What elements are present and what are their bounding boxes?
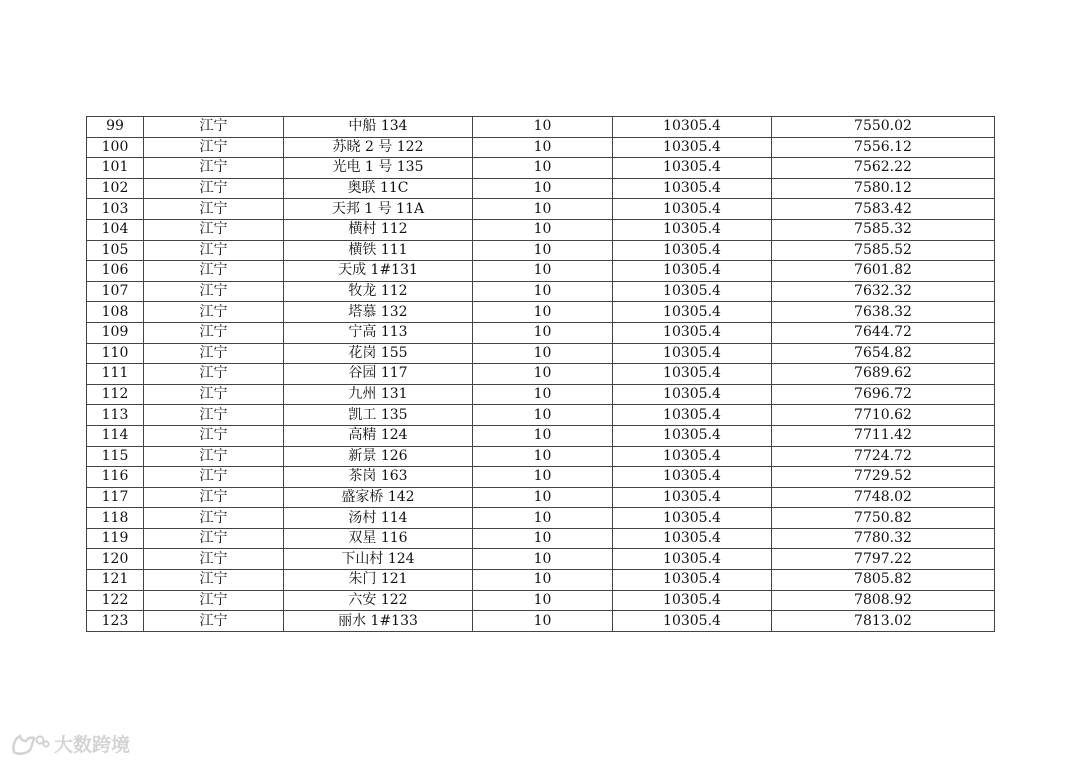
row-number-cell: 106 <box>87 261 144 282</box>
amount-cell: 7638.32 <box>772 302 995 323</box>
row-number-cell: 102 <box>87 178 144 199</box>
value-cell: 10305.4 <box>613 322 772 343</box>
name-cell: 苏晓 2 号 122 <box>284 137 473 158</box>
row-number-cell: 104 <box>87 219 144 240</box>
value-cell: 10305.4 <box>613 384 772 405</box>
row-number-cell: 117 <box>87 487 144 508</box>
quantity-cell: 10 <box>473 240 613 261</box>
name-cell: 高精 124 <box>284 425 473 446</box>
table-row <box>87 199 995 220</box>
name-cell: 丽水 1#133 <box>284 611 473 632</box>
district-cell: 江宁 <box>144 549 284 570</box>
table-row <box>87 261 995 282</box>
table-row <box>87 446 995 467</box>
value-cell: 10305.4 <box>613 302 772 323</box>
value-cell: 10305.4 <box>613 611 772 632</box>
quantity-cell: 10 <box>473 467 613 488</box>
name-cell: 下山村 124 <box>284 549 473 570</box>
district-cell: 江宁 <box>144 343 284 364</box>
row-number-cell: 115 <box>87 446 144 467</box>
table-row <box>87 487 995 508</box>
row-number-cell: 116 <box>87 467 144 488</box>
table-row <box>87 240 995 261</box>
name-cell: 中船 134 <box>284 117 473 138</box>
row-number-cell: 113 <box>87 405 144 426</box>
value-cell: 10305.4 <box>613 199 772 220</box>
quantity-cell: 10 <box>473 425 613 446</box>
quantity-cell: 10 <box>473 322 613 343</box>
district-cell: 江宁 <box>144 570 284 591</box>
district-cell: 江宁 <box>144 590 284 611</box>
row-number-cell: 122 <box>87 590 144 611</box>
value-cell: 10305.4 <box>613 137 772 158</box>
district-cell: 江宁 <box>144 261 284 282</box>
row-number-cell: 109 <box>87 322 144 343</box>
value-cell: 10305.4 <box>613 261 772 282</box>
amount-cell: 7710.62 <box>772 405 995 426</box>
name-cell: 宁高 113 <box>284 322 473 343</box>
quantity-cell: 10 <box>473 487 613 508</box>
quantity-cell: 10 <box>473 508 613 529</box>
table-row <box>87 590 995 611</box>
table-row <box>87 508 995 529</box>
name-cell: 横村 112 <box>284 219 473 240</box>
table-row <box>87 178 995 199</box>
table-row <box>87 467 995 488</box>
table-row <box>87 570 995 591</box>
district-cell: 江宁 <box>144 137 284 158</box>
row-number-cell: 123 <box>87 611 144 632</box>
table-row <box>87 281 995 302</box>
value-cell: 10305.4 <box>613 446 772 467</box>
value-cell: 10305.4 <box>613 343 772 364</box>
district-cell: 江宁 <box>144 487 284 508</box>
amount-cell: 7562.22 <box>772 158 995 179</box>
district-cell: 江宁 <box>144 405 284 426</box>
data-table <box>86 116 995 632</box>
amount-cell: 7689.62 <box>772 364 995 385</box>
value-cell: 10305.4 <box>613 240 772 261</box>
value-cell: 10305.4 <box>613 281 772 302</box>
quantity-cell: 10 <box>473 178 613 199</box>
quantity-cell: 10 <box>473 611 613 632</box>
row-number-cell: 114 <box>87 425 144 446</box>
table-row <box>87 219 995 240</box>
district-cell: 江宁 <box>144 178 284 199</box>
value-cell: 10305.4 <box>613 528 772 549</box>
name-cell: 九州 131 <box>284 384 473 405</box>
district-cell: 江宁 <box>144 446 284 467</box>
table-row <box>87 384 995 405</box>
name-cell: 牧龙 112 <box>284 281 473 302</box>
row-number-cell: 110 <box>87 343 144 364</box>
name-cell: 光电 1 号 135 <box>284 158 473 179</box>
value-cell: 10305.4 <box>613 117 772 138</box>
name-cell: 天成 1#131 <box>284 261 473 282</box>
name-cell: 谷园 117 <box>284 364 473 385</box>
row-number-cell: 119 <box>87 528 144 549</box>
value-cell: 10305.4 <box>613 487 772 508</box>
amount-cell: 7748.02 <box>772 487 995 508</box>
district-cell: 江宁 <box>144 158 284 179</box>
name-cell: 新景 126 <box>284 446 473 467</box>
cat-logo-icon <box>10 732 50 756</box>
district-cell: 江宁 <box>144 219 284 240</box>
amount-cell: 7808.92 <box>772 590 995 611</box>
amount-cell: 7696.72 <box>772 384 995 405</box>
amount-cell: 7780.32 <box>772 528 995 549</box>
table-row <box>87 137 995 158</box>
amount-cell: 7724.72 <box>772 446 995 467</box>
amount-cell: 7644.72 <box>772 322 995 343</box>
amount-cell: 7585.52 <box>772 240 995 261</box>
amount-cell: 7711.42 <box>772 425 995 446</box>
quantity-cell: 10 <box>473 137 613 158</box>
quantity-cell: 10 <box>473 405 613 426</box>
row-number-cell: 108 <box>87 302 144 323</box>
table-row <box>87 425 995 446</box>
amount-cell: 7550.02 <box>772 117 995 138</box>
quantity-cell: 10 <box>473 281 613 302</box>
row-number-cell: 103 <box>87 199 144 220</box>
value-cell: 10305.4 <box>613 570 772 591</box>
district-cell: 江宁 <box>144 425 284 446</box>
row-number-cell: 107 <box>87 281 144 302</box>
amount-cell: 7583.42 <box>772 199 995 220</box>
table-row <box>87 549 995 570</box>
quantity-cell: 10 <box>473 199 613 220</box>
district-cell: 江宁 <box>144 302 284 323</box>
amount-cell: 7750.82 <box>772 508 995 529</box>
quantity-cell: 10 <box>473 590 613 611</box>
value-cell: 10305.4 <box>613 590 772 611</box>
watermark <box>10 730 130 757</box>
amount-cell: 7601.82 <box>772 261 995 282</box>
district-cell: 江宁 <box>144 528 284 549</box>
name-cell: 天邦 1 号 11A <box>284 199 473 220</box>
quantity-cell: 10 <box>473 528 613 549</box>
name-cell: 奥联 11C <box>284 178 473 199</box>
value-cell: 10305.4 <box>613 467 772 488</box>
table-body <box>87 117 995 632</box>
row-number-cell: 101 <box>87 158 144 179</box>
name-cell: 双星 116 <box>284 528 473 549</box>
quantity-cell: 10 <box>473 302 613 323</box>
table-row <box>87 405 995 426</box>
amount-cell: 7632.32 <box>772 281 995 302</box>
name-cell: 汤村 114 <box>284 508 473 529</box>
value-cell: 10305.4 <box>613 549 772 570</box>
value-cell: 10305.4 <box>613 219 772 240</box>
name-cell: 茶岗 163 <box>284 467 473 488</box>
district-cell: 江宁 <box>144 467 284 488</box>
quantity-cell: 10 <box>473 549 613 570</box>
district-cell: 江宁 <box>144 240 284 261</box>
value-cell: 10305.4 <box>613 158 772 179</box>
table-row <box>87 322 995 343</box>
amount-cell: 7654.82 <box>772 343 995 364</box>
table-row <box>87 117 995 138</box>
district-cell: 江宁 <box>144 611 284 632</box>
quantity-cell: 10 <box>473 384 613 405</box>
amount-cell: 7729.52 <box>772 467 995 488</box>
quantity-cell: 10 <box>473 158 613 179</box>
amount-cell: 7580.12 <box>772 178 995 199</box>
table-row <box>87 528 995 549</box>
row-number-cell: 112 <box>87 384 144 405</box>
name-cell: 花岗 155 <box>284 343 473 364</box>
row-number-cell: 111 <box>87 364 144 385</box>
value-cell: 10305.4 <box>613 508 772 529</box>
amount-cell: 7813.02 <box>772 611 995 632</box>
quantity-cell: 10 <box>473 570 613 591</box>
district-cell: 江宁 <box>144 322 284 343</box>
table-row <box>87 611 995 632</box>
table-row <box>87 343 995 364</box>
row-number-cell: 99 <box>87 117 144 138</box>
quantity-cell: 10 <box>473 261 613 282</box>
row-number-cell: 100 <box>87 137 144 158</box>
value-cell: 10305.4 <box>613 178 772 199</box>
table-row <box>87 302 995 323</box>
row-number-cell: 105 <box>87 240 144 261</box>
value-cell: 10305.4 <box>613 425 772 446</box>
quantity-cell: 10 <box>473 364 613 385</box>
quantity-cell: 10 <box>473 343 613 364</box>
value-cell: 10305.4 <box>613 405 772 426</box>
value-cell: 10305.4 <box>613 364 772 385</box>
quantity-cell: 10 <box>473 219 613 240</box>
district-cell: 江宁 <box>144 508 284 529</box>
amount-cell: 7805.82 <box>772 570 995 591</box>
district-cell: 江宁 <box>144 117 284 138</box>
table-row <box>87 158 995 179</box>
district-cell: 江宁 <box>144 281 284 302</box>
row-number-cell: 120 <box>87 549 144 570</box>
table-row <box>87 364 995 385</box>
name-cell: 六安 122 <box>284 590 473 611</box>
quantity-cell: 10 <box>473 446 613 467</box>
name-cell: 盛家桥 142 <box>284 487 473 508</box>
name-cell: 横铁 111 <box>284 240 473 261</box>
amount-cell: 7556.12 <box>772 137 995 158</box>
name-cell: 朱门 121 <box>284 570 473 591</box>
row-number-cell: 121 <box>87 570 144 591</box>
quantity-cell: 10 <box>473 117 613 138</box>
district-cell: 江宁 <box>144 364 284 385</box>
watermark-text: 大数跨境 <box>54 734 131 756</box>
district-cell: 江宁 <box>144 384 284 405</box>
row-number-cell: 118 <box>87 508 144 529</box>
name-cell: 塔慕 132 <box>284 302 473 323</box>
amount-cell: 7797.22 <box>772 549 995 570</box>
amount-cell: 7585.32 <box>772 219 995 240</box>
name-cell: 凯工 135 <box>284 405 473 426</box>
district-cell: 江宁 <box>144 199 284 220</box>
